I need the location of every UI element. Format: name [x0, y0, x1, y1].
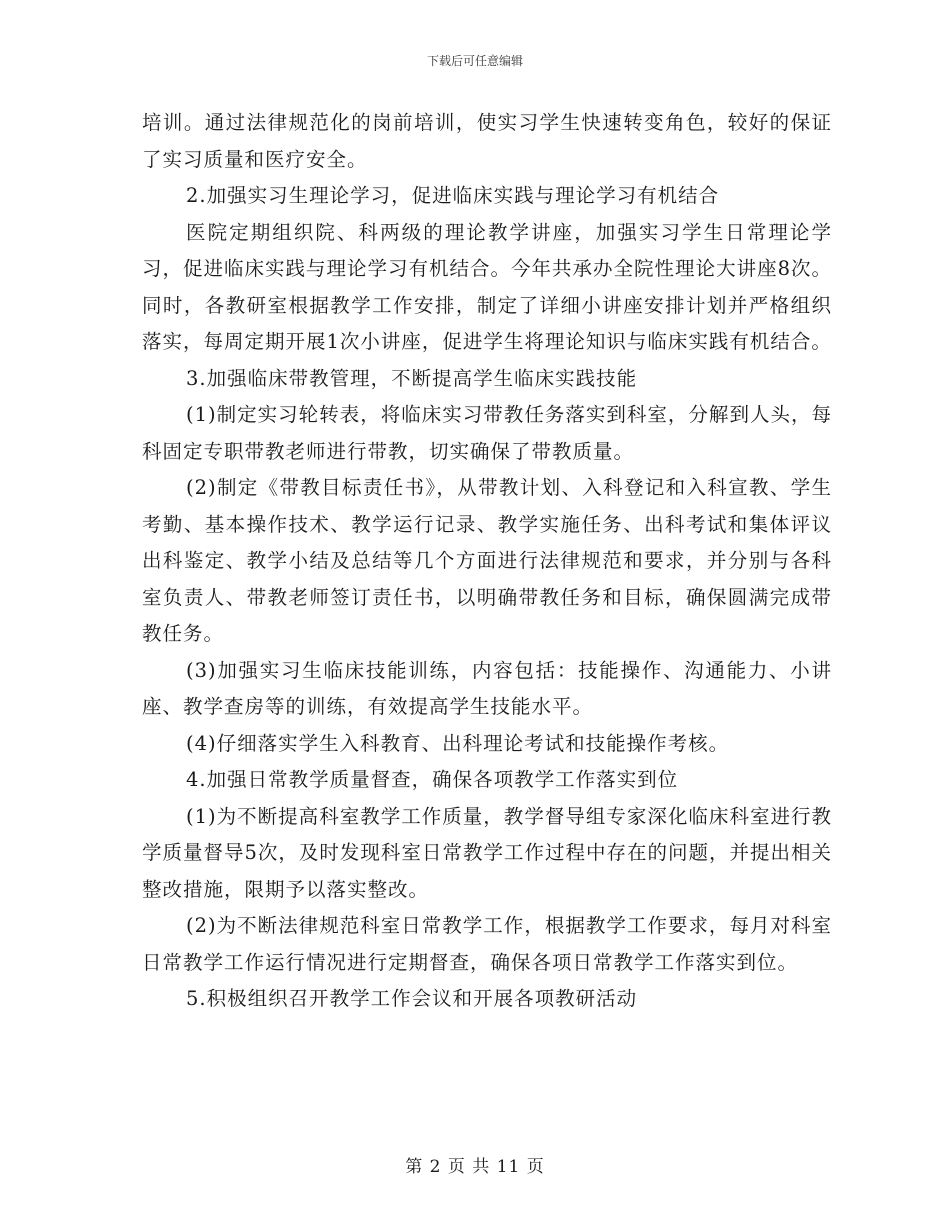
heading-4: 4.加强日常教学质量督查，确保各项教学工作落实到位 [186, 768, 679, 791]
paragraph-4-1: (1)为不断提高科室教学工作质量，教学督导组专家深化临床科室进行教学质量督导5次，及时发现科室日常教学工作过程中存在的问题，并提出相关整改措施，限期予以落实整改。 [142, 804, 832, 901]
page-number: 第 2 页 共 11 页 [405, 1157, 545, 1177]
paragraph-3-2: (2)制定《带教目标责任书》，从带教计划、入科登记和入科宣教、学生考勤、基本操作技术、教学运行记录、教学实施任务、出科考试和集体评议出科鉴定、教学小结及总结等几个方面进行法律规范和要求，并分别与各科室负责人、带教老师签订责任书，以明确带教任务和目标，确保圆满完成带教任务。 [142, 476, 832, 645]
page-header-note: 下载后可任意编辑 [426, 54, 523, 68]
heading-5: 5.积极组织召开教学工作会议和开展各项教研活动 [186, 987, 638, 1010]
paragraph-3-4: (4)仔细落实学生入科教育、出科理论考试和技能操作考核。 [186, 731, 730, 755]
paragraph-1: 培训。通过法律规范化的岗前培训，使实习学生快速转变角色，较好的保证了实习质量和医疗安全。 [142, 111, 832, 171]
paragraph-3-1: (1)制定实习轮转表，将临床实习带教任务落实到科室，分解到人头，每科固定专职带教老师进行带教，切实确保了带教质量。 [142, 403, 832, 463]
heading-2: 2.加强实习生理论学习，促进临床实践与理论学习有机结合 [186, 184, 720, 207]
paragraph-3-3: (3)加强实习生临床技能训练，内容包括：技能操作、沟通能力、小讲座、教学查房等的训练，有效提高学生技能水平。 [142, 658, 832, 718]
heading-3: 3.加强临床带教管理，不断提高学生临床实践技能 [186, 366, 638, 390]
paragraph-4-2: (2)为不断法律规范科室日常教学工作，根据教学工作要求，每月对科室日常教学工作运行情况进行定期督查，确保各项日常教学工作落实到位。 [142, 914, 832, 974]
document-body [142, 105, 832, 1018]
paragraph-3: 医院定期组织院、科两级的理论教学讲座，加强实习学生日常理论学习，促进临床实践与理论学习有机结合。今年共承办全院性理论大讲座8次。同时，各教研室根据教学工作安排，制定了详细小讲座安排计划并严格组织落实，每周定期开展1次小讲座，促进学生将理论知识与临床实践有机结合。 [142, 220, 832, 353]
